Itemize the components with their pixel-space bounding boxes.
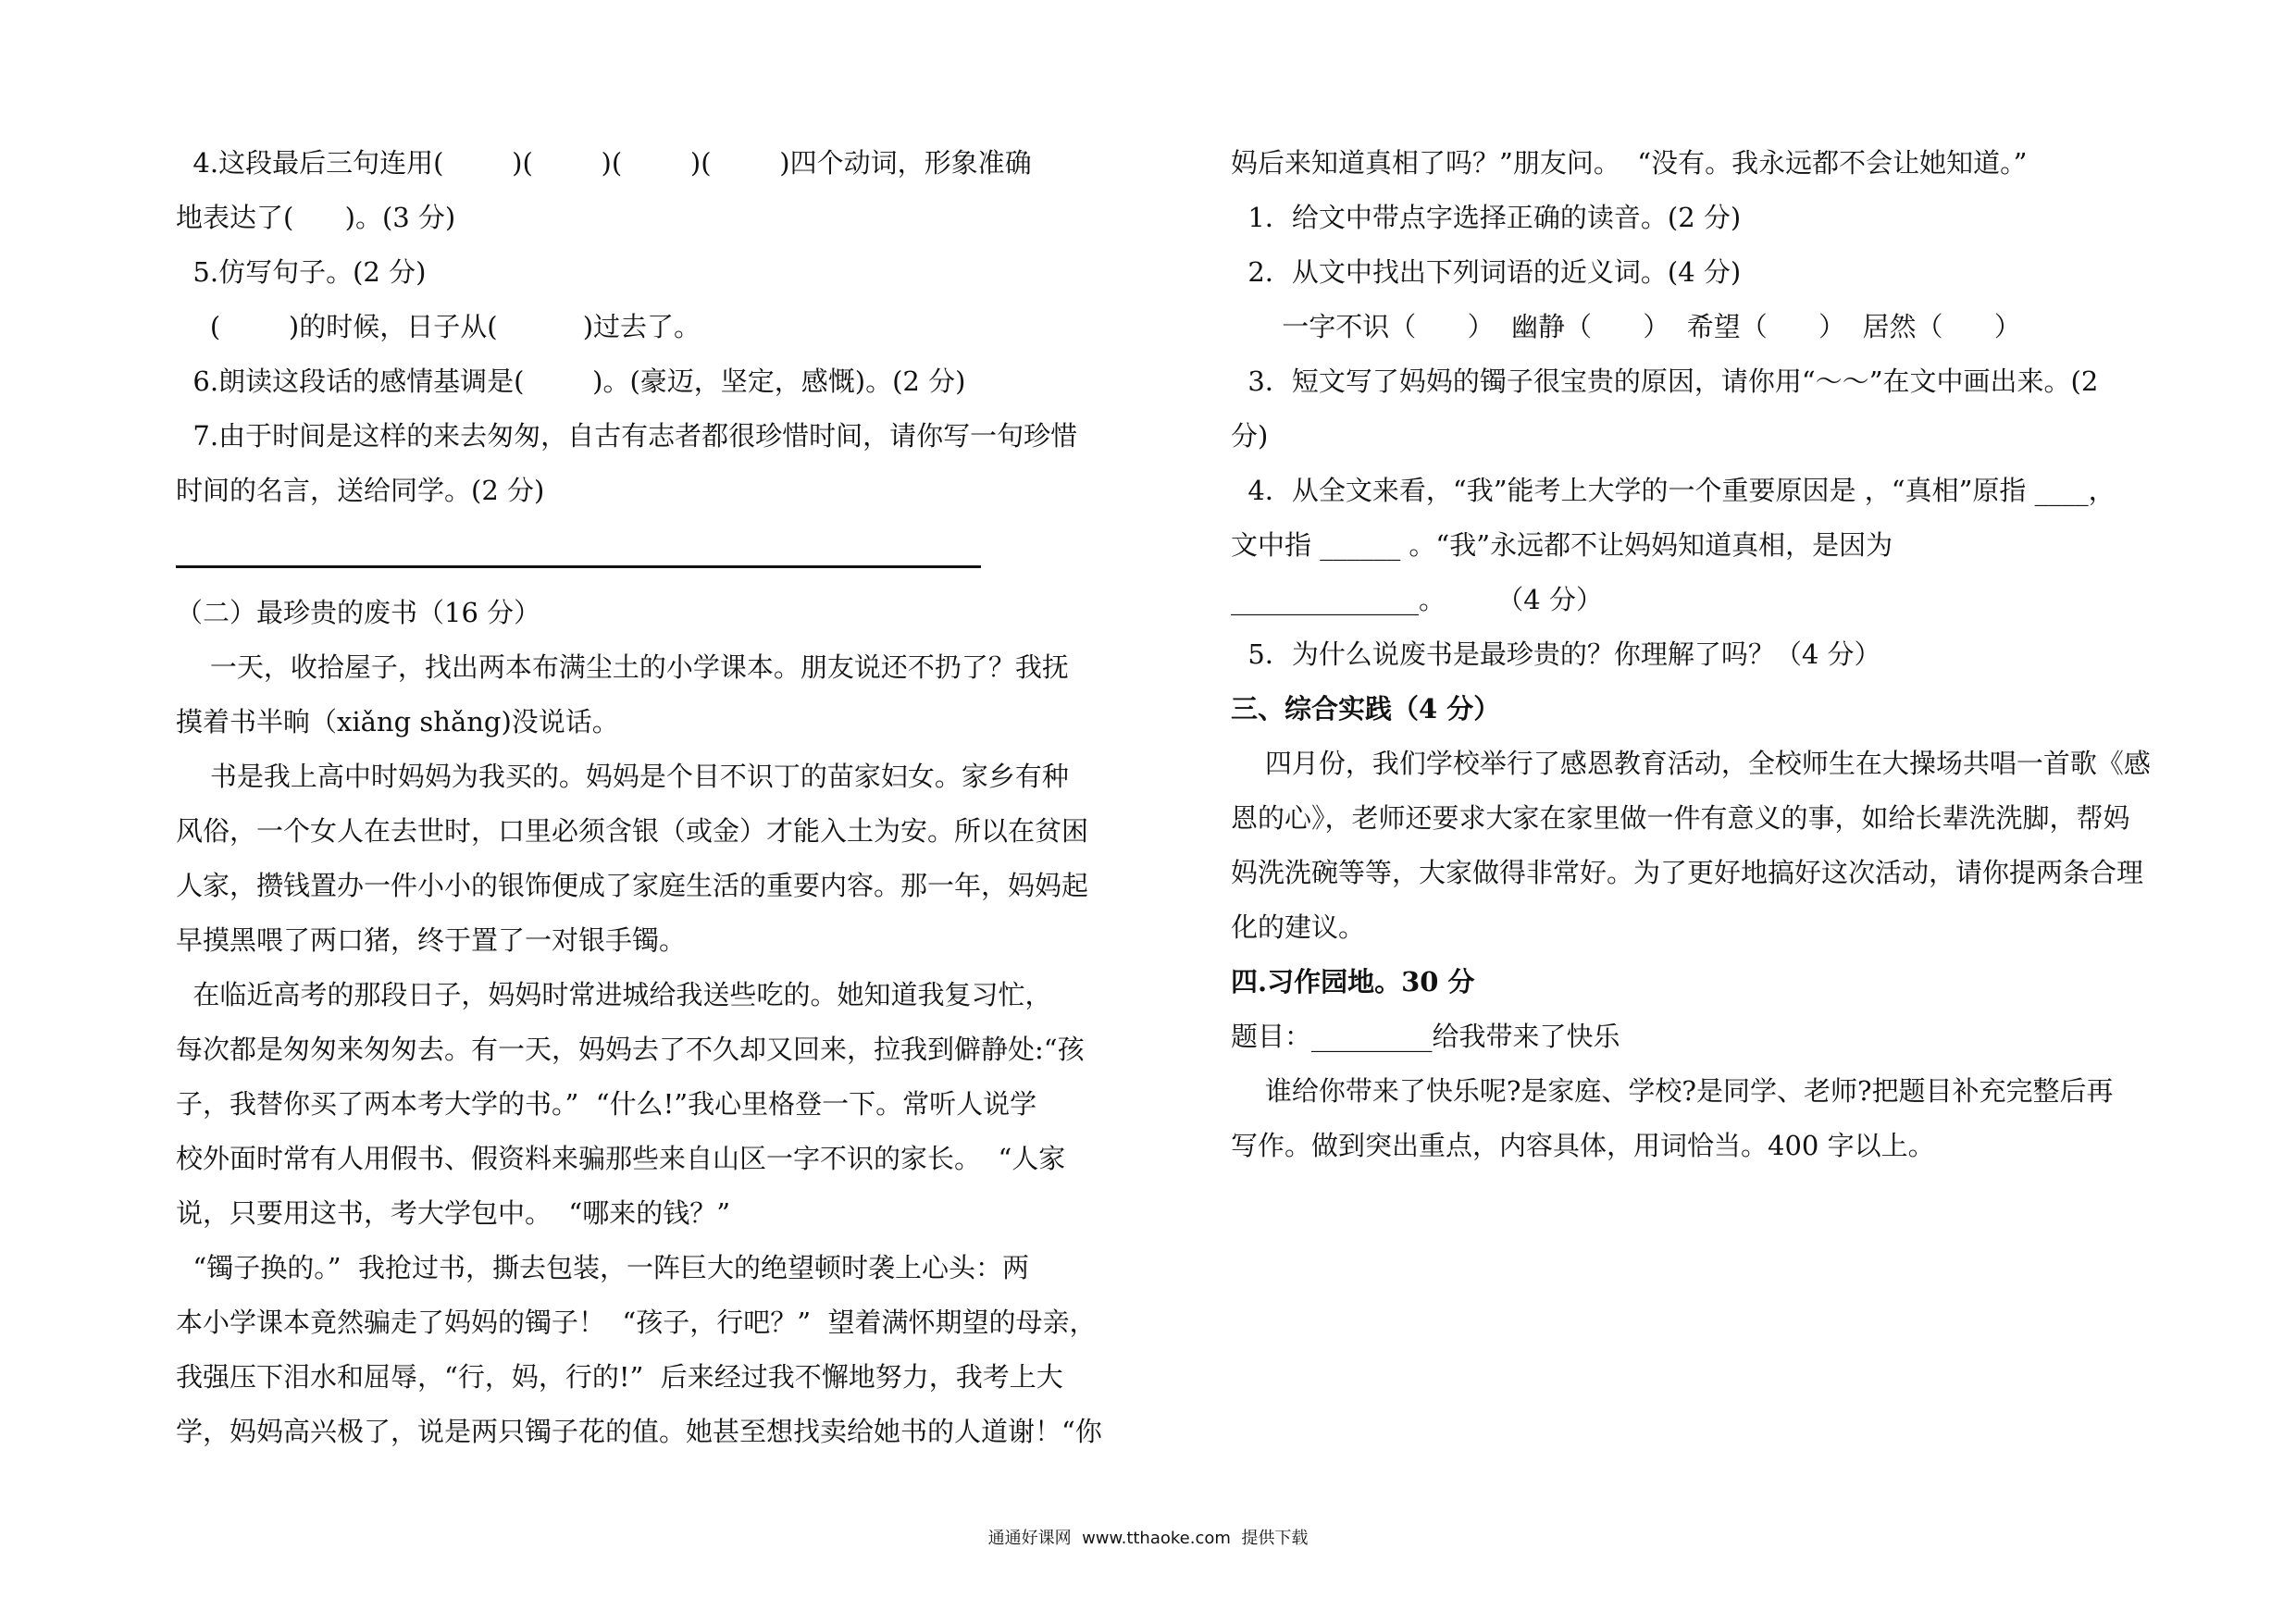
passage-line: “镯子换的。” 我抢过书，撕去包装，一阵巨大的绝望顿时袭上心头：两	[176, 1252, 1030, 1283]
passage-line: 人家，攒钱置办一件小小的银饰便成了家庭生活的重要内容。那一年，妈妈起	[176, 870, 1089, 901]
passage-line: 本小学课本竟然骗走了妈妈的镯子！ “孩子，行吧？” 望着满怀期望的母亲，	[176, 1307, 1097, 1338]
section-4-text-line: 写作。做到突出重点，内容具体，用词恰当。400 字以上。	[1231, 1130, 1935, 1161]
question-5: 5.仿写句子。(2 分)	[176, 256, 427, 288]
passage-line: 书是我上高中时妈妈为我买的。妈妈是个目不识丁的苗家妇女。家乡有种	[176, 761, 1069, 792]
essay-topic: 题目：_________给我带来了快乐	[1231, 1021, 1620, 1052]
passage-line: 子，我替你买了两本考大学的书。” “什么!”我心里格登一下。常听人说学	[176, 1088, 1037, 1120]
passage-line: 风俗，一个女人在去世时，口里必须含银（或金）才能入土为安。所以在贫困	[176, 815, 1089, 847]
section-3-title: 三、综合实践（4 分）	[1231, 693, 1501, 725]
passage-line: 说，只要用这书，考大学包中。 “哪来的钱？”	[176, 1197, 731, 1229]
page-footer: 通通好课网 www.tthaoke.com 提供下载	[987, 1529, 1309, 1548]
section-3-text-line: 四月份，我们学校举行了感恩教育活动，全校师生在大操场共唱一首歌《感	[1231, 748, 2151, 779]
passage-line: 早摸黑喂了两口猪，终于置了一对银手镯。	[176, 924, 687, 956]
passage-line: 校外面时常有人用假书、假资料来骗那些来自山区一字不识的家长。 “人家	[176, 1143, 1066, 1174]
question-3-line-2: 分)	[1231, 420, 1269, 452]
passage-line: 摸着书半晌（xiǎng shǎng)没说话。	[176, 706, 619, 737]
section-3-text-line: 妈洗洗碗等等，大家做得非常好。为了更好地搞好这次活动，请你提两条合理	[1231, 857, 2144, 888]
question-4-line-2: 地表达了( )。(3 分)	[176, 202, 456, 233]
section-3-text-line: 恩的心》，老师还要求大家在家里做一件有意义的事，如给长辈洗洗脚，帮妈	[1231, 802, 2130, 834]
passage-end: 妈后来知道真相了吗？”朋友问。 “没有。我永远都不会让她知道。”	[1231, 147, 2028, 179]
question-2-words: 一字不识（ ） 幽静（ ） 希望（ ） 居然（ ）	[1231, 311, 2021, 342]
question-4-line-3: ______________。 （4 分）	[1231, 584, 1603, 615]
passage-line: 在临近高考的那段日子，妈妈时常进城给我送些吃的。她知道我复习忙，	[176, 979, 1052, 1010]
passage-line: 学，妈妈高兴极了，说是两只镯子花的值。她甚至想找卖给她书的人道谢！“你	[176, 1416, 1102, 1447]
section-2-title: （二）最珍贵的废书（16 分）	[176, 597, 541, 628]
passage-line: 一天，收拾屋子，找出两本布满尘土的小学课本。朋友说还不扔了？我抚	[176, 651, 1069, 683]
answer-line	[176, 565, 981, 568]
question-6: 6.朗读这段话的感情基调是( )。(豪迈，坚定，感慨)。(2 分)	[176, 365, 966, 397]
question-4-line-2: 文中指 ______ 。“我”永远都不让妈妈知道真相，是因为	[1231, 529, 1893, 561]
question-7-line-1: 7.由于时间是这样的来去匆匆，自古有志者都很珍惜时间，请你写一句珍惜	[176, 420, 1078, 452]
passage-line: 每次都是匆匆来匆匆去。有一天，妈妈去了不久却又回来，拉我到僻静处:“孩	[176, 1034, 1085, 1065]
question-4-line-1: 4．从全文来看，“我”能考上大学的一个重要原因是 ，“真相”原指 ____，	[1231, 475, 2116, 506]
question-1: 1．给文中带点字选择正确的读音。(2 分)	[1231, 202, 1742, 233]
question-5: 5．为什么说废书是最珍贵的？你理解了吗？（4 分）	[1231, 638, 1881, 670]
section-4-title: 四.习作园地。30 分	[1231, 966, 1475, 997]
question-4-line-1: 4.这段最后三句连用( )( )( )( )四个动词，形象准确	[176, 147, 1032, 179]
question-7-line-2: 时间的名言，送给同学。(2 分)	[176, 475, 545, 506]
passage-line: 我强压下泪水和屈辱，“行，妈，行的!” 后来经过我不懈地努力，我考上大	[176, 1361, 1063, 1393]
question-3-line-1: 3．短文写了妈妈的镯子很宝贵的原因，请你用“～～”在文中画出来。(2	[1231, 365, 2099, 397]
section-4-text-line: 谁给你带来了快乐呢?是家庭、学校?是同学、老师?把题目补充完整后再	[1231, 1075, 2114, 1107]
question-5-blank: ( )的时候，日子从( )过去了。	[176, 311, 701, 342]
section-3-text-line: 化的建议。	[1231, 911, 1366, 943]
question-2: 2．从文中找出下列词语的近义词。(4 分)	[1231, 256, 1742, 288]
